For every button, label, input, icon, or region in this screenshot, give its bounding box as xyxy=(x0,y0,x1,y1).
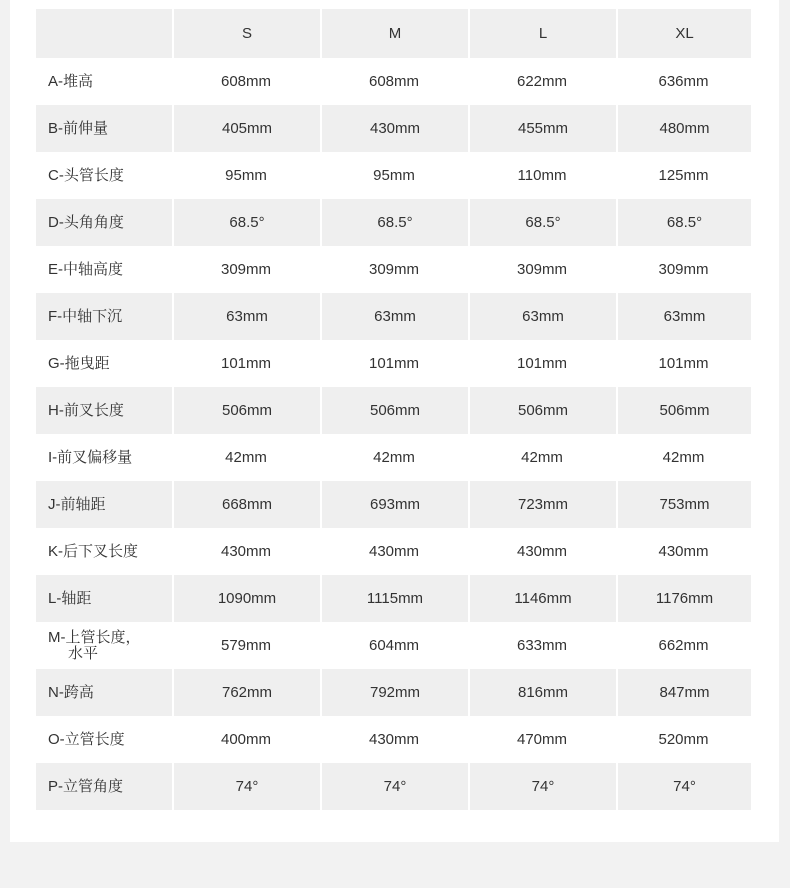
table-row xyxy=(36,481,751,528)
cell-s: 74° xyxy=(172,763,320,810)
header-size-s: S xyxy=(172,9,320,58)
cell-l: 455mm xyxy=(468,105,616,152)
cell-l: 622mm xyxy=(516,72,568,90)
cell-m: 95mm xyxy=(373,166,415,184)
cell-xl: 506mm xyxy=(616,387,751,434)
cell-xl: 309mm xyxy=(658,260,709,278)
row-label: E-中轴高度 xyxy=(48,260,124,278)
cell-s: 68.5° xyxy=(172,199,320,246)
row-label: B-前伸量 xyxy=(36,105,172,152)
table-row xyxy=(36,763,751,810)
header-size-l: L xyxy=(468,9,616,58)
row-label-line-2: 水平 xyxy=(68,644,99,662)
header-size-xl: XL xyxy=(616,9,751,58)
table-row xyxy=(36,528,751,575)
cell-m: 430mm xyxy=(368,730,420,748)
cell-xl: 1176mm xyxy=(616,575,751,622)
cell-s: 762mm xyxy=(172,669,320,716)
cell-m: 1115mm xyxy=(320,575,468,622)
cell-xl: 42mm xyxy=(662,448,705,466)
cell-l: 633mm xyxy=(516,636,568,654)
cell-s: 101mm xyxy=(220,354,272,372)
cell-m: 430mm xyxy=(320,105,468,152)
row-label: J-前轴距 xyxy=(36,481,172,528)
cell-l: 68.5° xyxy=(468,199,616,246)
cell-xl: 753mm xyxy=(616,481,751,528)
cell-l: 470mm xyxy=(516,730,568,748)
cell-xl: 68.5° xyxy=(616,199,751,246)
cell-l: 1146mm xyxy=(468,575,616,622)
cell-xl: 662mm xyxy=(658,636,709,654)
table-row xyxy=(36,340,751,387)
cell-xl: 125mm xyxy=(658,166,709,184)
cell-l: 506mm xyxy=(468,387,616,434)
cell-xl: 520mm xyxy=(658,730,709,748)
cell-s: 506mm xyxy=(172,387,320,434)
table-row xyxy=(36,575,751,622)
cell-l: 430mm xyxy=(516,542,568,560)
cell-xl: 63mm xyxy=(616,293,751,340)
table-row xyxy=(36,293,751,340)
cell-m: 792mm xyxy=(320,669,468,716)
cell-l: 110mm xyxy=(517,166,567,184)
row-label: P-立管角度 xyxy=(36,763,172,810)
cell-m: 430mm xyxy=(368,542,420,560)
row-label: H-前叉长度 xyxy=(36,387,172,434)
row-label: C-头管长度 xyxy=(48,166,124,184)
table-row xyxy=(36,669,751,716)
cell-s: 95mm xyxy=(225,166,267,184)
table-row xyxy=(36,199,751,246)
table-row xyxy=(36,152,751,199)
cell-xl: 430mm xyxy=(658,542,709,560)
cell-s: 668mm xyxy=(172,481,320,528)
cell-s: 309mm xyxy=(220,260,272,278)
row-label: F-中轴下沉 xyxy=(36,293,172,340)
cell-l: 74° xyxy=(468,763,616,810)
cell-xl: 847mm xyxy=(616,669,751,716)
table-row xyxy=(36,58,751,105)
cell-l: 42mm xyxy=(521,448,563,466)
table-row xyxy=(36,387,751,434)
cell-s: 430mm xyxy=(220,542,272,560)
row-label xyxy=(36,622,172,669)
row-label: K-后下叉长度 xyxy=(48,542,139,560)
row-label-line-1: M-上管长度， xyxy=(48,628,141,646)
cell-m: 693mm xyxy=(320,481,468,528)
table-row xyxy=(36,246,751,293)
cell-s: 42mm xyxy=(225,448,267,466)
cell-s: 579mm xyxy=(220,636,272,654)
row-label: L-轴距 xyxy=(36,575,172,622)
cell-m: 74° xyxy=(320,763,468,810)
cell-m: 101mm xyxy=(368,354,420,372)
cell-m: 608mm xyxy=(368,72,420,90)
row-label: D-头角角度 xyxy=(36,199,172,246)
geometry-card xyxy=(10,0,779,842)
cell-s: 1090mm xyxy=(172,575,320,622)
cell-s: 608mm xyxy=(220,72,272,90)
cell-l: 309mm xyxy=(516,260,568,278)
cell-m: 309mm xyxy=(368,260,420,278)
cell-l: 723mm xyxy=(468,481,616,528)
cell-m: 42mm xyxy=(373,448,415,466)
row-label: I-前叉偏移量 xyxy=(48,448,133,466)
row-label: O-立管长度 xyxy=(48,730,125,748)
geometry-table xyxy=(36,9,751,810)
table-row xyxy=(36,622,751,669)
row-label: N-跨高 xyxy=(36,669,172,716)
cell-s: 63mm xyxy=(172,293,320,340)
cell-m: 68.5° xyxy=(320,199,468,246)
cell-l: 816mm xyxy=(468,669,616,716)
cell-s: 400mm xyxy=(220,730,272,748)
cell-m: 604mm xyxy=(368,636,420,654)
cell-xl: 480mm xyxy=(616,105,751,152)
table-row xyxy=(36,716,751,763)
table-row xyxy=(36,105,751,152)
row-label: G-拖曳距 xyxy=(48,354,110,372)
cell-l: 101mm xyxy=(516,354,568,372)
cell-m: 63mm xyxy=(320,293,468,340)
table-header-row xyxy=(36,9,751,58)
cell-m: 506mm xyxy=(320,387,468,434)
row-label: A-堆高 xyxy=(48,72,94,90)
cell-xl: 636mm xyxy=(658,72,709,90)
cell-s: 405mm xyxy=(172,105,320,152)
header-size-m: M xyxy=(320,9,468,58)
cell-xl: 101mm xyxy=(658,354,709,372)
cell-l: 63mm xyxy=(468,293,616,340)
table-row xyxy=(36,434,751,481)
cell-xl: 74° xyxy=(616,763,751,810)
header-corner-cell xyxy=(36,9,172,58)
